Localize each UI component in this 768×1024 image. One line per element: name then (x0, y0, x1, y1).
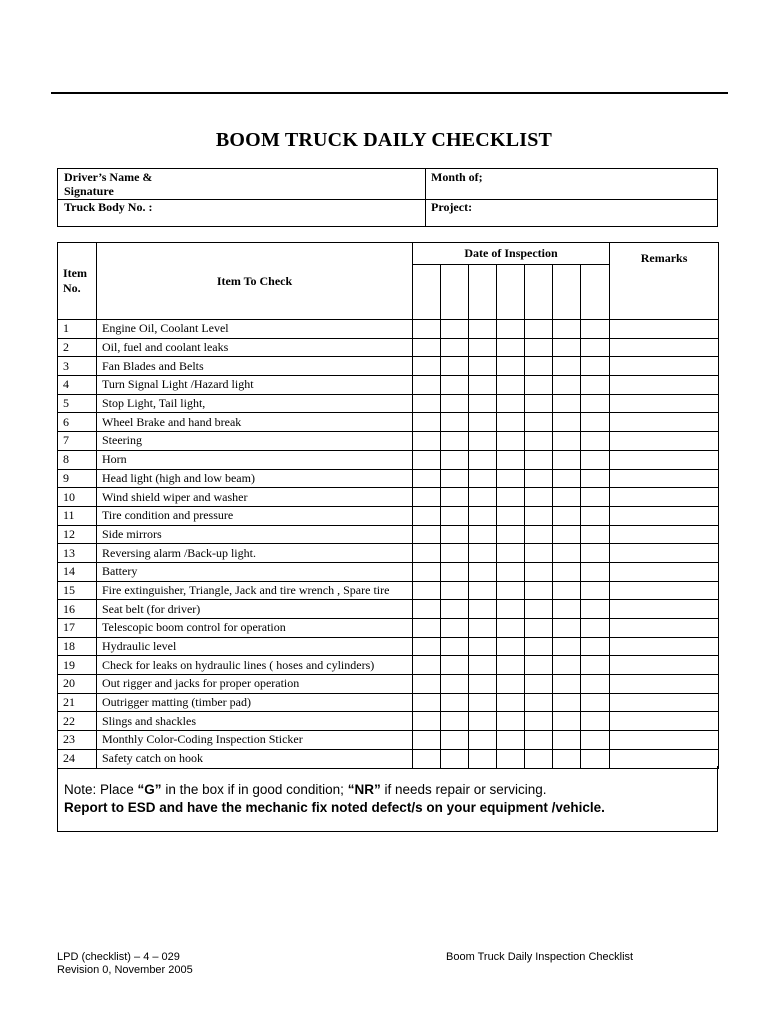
info-table (57, 168, 718, 227)
inspection-checkbox-cell[interactable] (413, 506, 441, 525)
inspection-checkbox-cell[interactable] (581, 731, 610, 750)
inspection-checkbox-cell[interactable] (497, 469, 525, 488)
item-no-header-line-1: Item (63, 266, 87, 280)
inspection-checkbox-cell[interactable] (553, 675, 581, 694)
inspection-checkbox-cell[interactable] (497, 619, 525, 638)
inspection-checkbox-cell[interactable] (469, 469, 497, 488)
item-number: 6 (58, 413, 97, 432)
inspection-checkbox-cell[interactable] (581, 432, 610, 451)
item-number: 10 (58, 488, 97, 507)
item-number: 8 (58, 450, 97, 469)
checklist-table (57, 242, 719, 769)
item-number: 9 (58, 469, 97, 488)
inspection-checkbox-cell[interactable] (469, 656, 497, 675)
inspection-checkbox-cell[interactable] (441, 525, 469, 544)
note-text: if needs repair or servicing. (380, 782, 547, 797)
inspection-checkbox-cell[interactable] (497, 488, 525, 507)
table-row (58, 394, 719, 413)
table-row (58, 320, 719, 339)
inspection-checkbox-cell[interactable] (413, 525, 441, 544)
item-number: 22 (58, 712, 97, 731)
item-number: 7 (58, 432, 97, 451)
inspection-checkbox-cell[interactable] (441, 506, 469, 525)
inspection-checkbox-cell[interactable] (553, 581, 581, 600)
remarks-cell[interactable] (610, 320, 719, 339)
inspection-checkbox-cell[interactable] (497, 413, 525, 432)
date-cell[interactable] (469, 265, 497, 320)
inspection-checkbox-cell[interactable] (497, 394, 525, 413)
date-cell[interactable] (497, 265, 525, 320)
inspection-checkbox-cell[interactable] (413, 450, 441, 469)
inspection-checkbox-cell[interactable] (525, 600, 553, 619)
inspection-checkbox-cell[interactable] (497, 712, 525, 731)
remarks-cell[interactable] (610, 656, 719, 675)
inspection-checkbox-cell[interactable] (413, 488, 441, 507)
table-row (58, 469, 719, 488)
inspection-checkbox-cell[interactable] (497, 506, 525, 525)
inspection-checkbox-cell[interactable] (553, 731, 581, 750)
table-row (58, 562, 719, 581)
item-to-check: Outrigger matting (timber pad) (97, 693, 413, 712)
remarks-cell[interactable] (610, 693, 719, 712)
item-number: 20 (58, 675, 97, 694)
table-row (58, 544, 719, 563)
table-row (58, 637, 719, 656)
inspection-checkbox-cell[interactable] (525, 469, 553, 488)
item-no-header (58, 243, 97, 320)
inspection-checkbox-cell[interactable] (413, 357, 441, 376)
inspection-checkbox-cell[interactable] (469, 357, 497, 376)
inspection-checkbox-cell[interactable] (553, 693, 581, 712)
inspection-checkbox-cell[interactable] (525, 357, 553, 376)
inspection-checkbox-cell[interactable] (553, 469, 581, 488)
remarks-cell[interactable] (610, 432, 719, 451)
inspection-checkbox-cell[interactable] (413, 619, 441, 638)
inspection-checkbox-cell[interactable] (441, 450, 469, 469)
remarks-cell[interactable] (610, 394, 719, 413)
table-row (58, 357, 719, 376)
inspection-checkbox-cell[interactable] (525, 338, 553, 357)
inspection-checkbox-cell[interactable] (469, 394, 497, 413)
remarks-cell[interactable] (610, 675, 719, 694)
inspection-checkbox-cell[interactable] (497, 525, 525, 544)
footer-left (57, 951, 193, 977)
item-to-check: Head light (high and low beam) (97, 469, 413, 488)
inspection-checkbox-cell[interactable] (553, 619, 581, 638)
inspection-checkbox-cell[interactable] (469, 637, 497, 656)
item-number: 17 (58, 619, 97, 638)
inspection-checkbox-cell[interactable] (497, 600, 525, 619)
inspection-checkbox-cell[interactable] (581, 712, 610, 731)
item-to-check: Monthly Color-Coding Inspection Sticker (97, 731, 413, 750)
inspection-checkbox-cell[interactable] (581, 469, 610, 488)
inspection-checkbox-cell[interactable] (497, 562, 525, 581)
inspection-checkbox-cell[interactable] (497, 731, 525, 750)
inspection-checkbox-cell[interactable] (581, 619, 610, 638)
table-row (58, 731, 719, 750)
inspection-checkbox-cell[interactable] (497, 693, 525, 712)
footer-right: Boom Truck Daily Inspection Checklist (446, 951, 634, 963)
inspection-checkbox-cell[interactable] (441, 693, 469, 712)
table-row (58, 506, 719, 525)
inspection-checkbox-cell[interactable] (581, 320, 610, 339)
inspection-checkbox-cell[interactable] (469, 413, 497, 432)
inspection-checkbox-cell[interactable] (581, 562, 610, 581)
item-no-header-line-2: No. (63, 281, 81, 295)
inspection-checkbox-cell[interactable] (553, 506, 581, 525)
table-row (58, 619, 719, 638)
inspection-checkbox-cell[interactable] (553, 338, 581, 357)
month-label: Month of; (431, 170, 483, 184)
inspection-checkbox-cell[interactable] (497, 320, 525, 339)
inspection-checkbox-cell[interactable] (469, 432, 497, 451)
inspection-checkbox-cell[interactable] (469, 600, 497, 619)
remarks-cell[interactable] (610, 338, 719, 357)
item-to-check: Battery (97, 562, 413, 581)
remarks-cell[interactable] (610, 731, 719, 750)
remarks-cell[interactable] (610, 376, 719, 395)
inspection-checkbox-cell[interactable] (469, 525, 497, 544)
inspection-checkbox-cell[interactable] (413, 338, 441, 357)
info-divider-horizontal (58, 199, 717, 200)
inspection-checkbox-cell[interactable] (525, 394, 553, 413)
inspection-checkbox-cell[interactable] (469, 376, 497, 395)
note-good-code: “G” (137, 782, 162, 797)
item-to-check: Check for leaks on hydraulic lines ( hoses and cylinders) (97, 656, 413, 675)
table-row (58, 675, 719, 694)
item-number: 3 (58, 357, 97, 376)
inspection-checkbox-cell[interactable] (581, 675, 610, 694)
inspection-checkbox-cell[interactable] (469, 712, 497, 731)
inspection-checkbox-cell[interactable] (413, 675, 441, 694)
inspection-checkbox-cell[interactable] (441, 432, 469, 451)
inspection-checkbox-cell[interactable] (581, 506, 610, 525)
project-label: Project: (431, 200, 473, 214)
inspection-checkbox-cell[interactable] (413, 320, 441, 339)
inspection-checkbox-cell[interactable] (441, 581, 469, 600)
inspection-checkbox-cell[interactable] (581, 544, 610, 563)
inspection-checkbox-cell[interactable] (553, 600, 581, 619)
item-number: 11 (58, 506, 97, 525)
table-row (58, 600, 719, 619)
table-row (58, 338, 719, 357)
note-text: in the box if in good condition; (161, 782, 348, 797)
item-to-check: Tire condition and pressure (97, 506, 413, 525)
inspection-checkbox-cell[interactable] (525, 712, 553, 731)
inspection-checkbox-cell[interactable] (497, 544, 525, 563)
item-number: 21 (58, 693, 97, 712)
inspection-checkbox-cell[interactable] (469, 693, 497, 712)
inspection-checkbox-cell[interactable] (525, 432, 553, 451)
note-text: Note: Place (64, 782, 138, 797)
remarks-cell[interactable] (610, 600, 719, 619)
inspection-checkbox-cell[interactable] (441, 656, 469, 675)
inspection-checkbox-cell[interactable] (441, 562, 469, 581)
item-to-check: Slings and shackles (97, 712, 413, 731)
inspection-checkbox-cell[interactable] (581, 376, 610, 395)
inspection-checkbox-cell[interactable] (441, 731, 469, 750)
inspection-checkbox-cell[interactable] (469, 562, 497, 581)
remarks-cell[interactable] (610, 488, 719, 507)
inspection-checkbox-cell[interactable] (525, 637, 553, 656)
inspection-checkbox-cell[interactable] (469, 320, 497, 339)
inspection-checkbox-cell[interactable] (525, 693, 553, 712)
inspection-checkbox-cell[interactable] (553, 637, 581, 656)
inspection-checkbox-cell[interactable] (525, 656, 553, 675)
remarks-header: Remarks (610, 243, 719, 320)
inspection-checkbox-cell[interactable] (441, 600, 469, 619)
inspection-checkbox-cell[interactable] (525, 675, 553, 694)
inspection-checkbox-cell[interactable] (581, 450, 610, 469)
inspection-checkbox-cell[interactable] (553, 376, 581, 395)
item-to-check: Engine Oil, Coolant Level (97, 320, 413, 339)
remarks-cell[interactable] (610, 469, 719, 488)
item-number: 19 (58, 656, 97, 675)
inspection-checkbox-cell[interactable] (525, 562, 553, 581)
inspection-checkbox-cell[interactable] (497, 338, 525, 357)
page-title: BOOM TRUCK DAILY CHECKLIST (215, 129, 553, 151)
inspection-checkbox-cell[interactable] (553, 450, 581, 469)
item-to-check: Wheel Brake and hand break (97, 413, 413, 432)
info-divider-vertical (425, 169, 426, 226)
item-number: 2 (58, 338, 97, 357)
inspection-checkbox-cell[interactable] (413, 544, 441, 563)
inspection-checkbox-cell[interactable] (497, 675, 525, 694)
item-number: 15 (58, 581, 97, 600)
top-rule (51, 92, 728, 94)
inspection-checkbox-cell[interactable] (469, 506, 497, 525)
inspection-checkbox-cell[interactable] (525, 525, 553, 544)
footer-revision: Revision 0, November 2005 (57, 964, 193, 976)
inspection-checkbox-cell[interactable] (525, 619, 553, 638)
inspection-checkbox-cell[interactable] (497, 432, 525, 451)
table-row (58, 488, 719, 507)
inspection-checkbox-cell[interactable] (553, 656, 581, 675)
inspection-checkbox-cell[interactable] (581, 413, 610, 432)
item-to-check: Horn (97, 450, 413, 469)
inspection-checkbox-cell[interactable] (469, 338, 497, 357)
item-to-check: Out rigger and jacks for proper operation (97, 675, 413, 694)
date-cell[interactable] (525, 265, 553, 320)
inspection-checkbox-cell[interactable] (441, 338, 469, 357)
inspection-checkbox-cell[interactable] (553, 488, 581, 507)
item-to-check-header: Item To Check (97, 243, 413, 320)
note-box (57, 766, 718, 832)
inspection-checkbox-cell[interactable] (553, 712, 581, 731)
item-to-check: Oil, fuel and coolant leaks (97, 338, 413, 357)
inspection-checkbox-cell[interactable] (413, 693, 441, 712)
inspection-checkbox-cell[interactable] (497, 450, 525, 469)
inspection-checkbox-cell[interactable] (581, 656, 610, 675)
inspection-checkbox-cell[interactable] (553, 544, 581, 563)
remarks-cell[interactable] (610, 450, 719, 469)
inspection-checkbox-cell[interactable] (413, 731, 441, 750)
inspection-checkbox-cell[interactable] (581, 488, 610, 507)
inspection-checkbox-cell[interactable] (553, 432, 581, 451)
table-row (58, 656, 719, 675)
inspection-checkbox-cell[interactable] (413, 562, 441, 581)
inspection-checkbox-cell[interactable] (553, 320, 581, 339)
item-to-check: Turn Signal Light /Hazard light (97, 376, 413, 395)
inspection-checkbox-cell[interactable] (441, 413, 469, 432)
inspection-checkbox-cell[interactable] (525, 581, 553, 600)
item-number: 23 (58, 731, 97, 750)
inspection-checkbox-cell[interactable] (581, 338, 610, 357)
date-cell[interactable] (413, 265, 441, 320)
inspection-checkbox-cell[interactable] (497, 581, 525, 600)
item-number: 12 (58, 525, 97, 544)
inspection-checkbox-cell[interactable] (441, 357, 469, 376)
truck-body-label: Truck Body No. : (64, 200, 153, 214)
item-to-check: Fan Blades and Belts (97, 357, 413, 376)
inspection-checkbox-cell[interactable] (581, 581, 610, 600)
remarks-cell[interactable] (610, 413, 719, 432)
remarks-cell[interactable] (610, 581, 719, 600)
inspection-checkbox-cell[interactable] (441, 637, 469, 656)
inspection-checkbox-cell[interactable] (469, 450, 497, 469)
inspection-checkbox-cell[interactable] (441, 469, 469, 488)
inspection-checkbox-cell[interactable] (413, 581, 441, 600)
driver-label-line-2: Signature (64, 184, 114, 198)
inspection-checkbox-cell[interactable] (525, 320, 553, 339)
date-of-inspection-header: Date of Inspection (413, 243, 610, 265)
inspection-checkbox-cell[interactable] (553, 413, 581, 432)
inspection-checkbox-cell[interactable] (553, 357, 581, 376)
item-to-check: Fire extinguisher, Triangle, Jack and tire wrench , Spare tire (97, 581, 413, 600)
item-to-check: Reversing alarm /Back-up light. (97, 544, 413, 563)
note-repair-code: “NR” (347, 782, 381, 797)
inspection-checkbox-cell[interactable] (441, 488, 469, 507)
table-row (58, 712, 719, 731)
inspection-checkbox-cell[interactable] (581, 525, 610, 544)
item-to-check: Hydraulic level (97, 637, 413, 656)
inspection-checkbox-cell[interactable] (581, 357, 610, 376)
remarks-cell[interactable] (610, 506, 719, 525)
item-number: 18 (58, 637, 97, 656)
inspection-checkbox-cell[interactable] (441, 544, 469, 563)
remarks-cell[interactable] (610, 544, 719, 563)
inspection-checkbox-cell[interactable] (413, 376, 441, 395)
table-row (58, 450, 719, 469)
inspection-checkbox-cell[interactable] (553, 394, 581, 413)
date-cell[interactable] (553, 265, 581, 320)
inspection-checkbox-cell[interactable] (441, 619, 469, 638)
item-number: 13 (58, 544, 97, 563)
item-number: 5 (58, 394, 97, 413)
inspection-checkbox-cell[interactable] (553, 562, 581, 581)
item-to-check: Seat belt (for driver) (97, 600, 413, 619)
inspection-checkbox-cell[interactable] (469, 544, 497, 563)
inspection-checkbox-cell[interactable] (441, 712, 469, 731)
item-to-check: Safety catch on hook (97, 749, 413, 768)
item-number: 24 (58, 749, 97, 768)
date-cell[interactable] (441, 265, 469, 320)
inspection-checkbox-cell[interactable] (497, 357, 525, 376)
item-to-check: Telescopic boom control for operation (97, 619, 413, 638)
inspection-checkbox-cell[interactable] (497, 656, 525, 675)
inspection-checkbox-cell[interactable] (413, 432, 441, 451)
inspection-checkbox-cell[interactable] (469, 488, 497, 507)
table-row (58, 413, 719, 432)
item-to-check: Wind shield wiper and washer (97, 488, 413, 507)
inspection-checkbox-cell[interactable] (497, 637, 525, 656)
item-number: 1 (58, 320, 97, 339)
item-number: 4 (58, 376, 97, 395)
inspection-checkbox-cell[interactable] (413, 656, 441, 675)
table-row (58, 432, 719, 451)
inspection-checkbox-cell[interactable] (413, 394, 441, 413)
remarks-cell[interactable] (610, 525, 719, 544)
inspection-checkbox-cell[interactable] (469, 619, 497, 638)
remarks-cell[interactable] (610, 637, 719, 656)
remarks-cell[interactable] (610, 712, 719, 731)
inspection-checkbox-cell[interactable] (525, 376, 553, 395)
item-to-check: Stop Light, Tail light, (97, 394, 413, 413)
inspection-checkbox-cell[interactable] (441, 394, 469, 413)
inspection-checkbox-cell[interactable] (581, 637, 610, 656)
date-cell[interactable] (581, 265, 610, 320)
remarks-cell[interactable] (610, 619, 719, 638)
inspection-checkbox-cell[interactable] (525, 488, 553, 507)
inspection-checkbox-cell[interactable] (441, 376, 469, 395)
inspection-checkbox-cell[interactable] (413, 712, 441, 731)
table-row (58, 581, 719, 600)
remarks-cell[interactable] (610, 562, 719, 581)
checklist-body (58, 320, 719, 769)
inspection-checkbox-cell[interactable] (497, 376, 525, 395)
footer-doc-code: LPD (checklist) – 4 – 029 (57, 951, 180, 963)
driver-name-label (64, 170, 152, 198)
remarks-cell[interactable] (610, 357, 719, 376)
inspection-checkbox-cell[interactable] (525, 544, 553, 563)
inspection-checkbox-cell[interactable] (525, 506, 553, 525)
inspection-checkbox-cell[interactable] (413, 637, 441, 656)
inspection-checkbox-cell[interactable] (413, 413, 441, 432)
inspection-checkbox-cell[interactable] (525, 413, 553, 432)
inspection-checkbox-cell[interactable] (441, 320, 469, 339)
table-row (58, 693, 719, 712)
inspection-checkbox-cell[interactable] (581, 600, 610, 619)
inspection-checkbox-cell[interactable] (469, 731, 497, 750)
inspection-checkbox-cell[interactable] (469, 675, 497, 694)
driver-label-line-1: Driver’s Name & (64, 170, 153, 184)
inspection-checkbox-cell[interactable] (581, 693, 610, 712)
item-number: 16 (58, 600, 97, 619)
inspection-checkbox-cell[interactable] (581, 394, 610, 413)
note-line-1 (64, 782, 547, 797)
inspection-checkbox-cell[interactable] (413, 469, 441, 488)
item-to-check: Side mirrors (97, 525, 413, 544)
inspection-checkbox-cell[interactable] (413, 600, 441, 619)
item-to-check: Steering (97, 432, 413, 451)
inspection-checkbox-cell[interactable] (441, 675, 469, 694)
inspection-checkbox-cell[interactable] (525, 731, 553, 750)
table-row (58, 525, 719, 544)
inspection-checkbox-cell[interactable] (525, 450, 553, 469)
item-number: 14 (58, 562, 97, 581)
inspection-checkbox-cell[interactable] (553, 525, 581, 544)
note-line-2: Report to ESD and have the mechanic fix noted defect/s on your equipment /vehicle. (64, 800, 605, 815)
inspection-checkbox-cell[interactable] (469, 581, 497, 600)
table-row (58, 376, 719, 395)
